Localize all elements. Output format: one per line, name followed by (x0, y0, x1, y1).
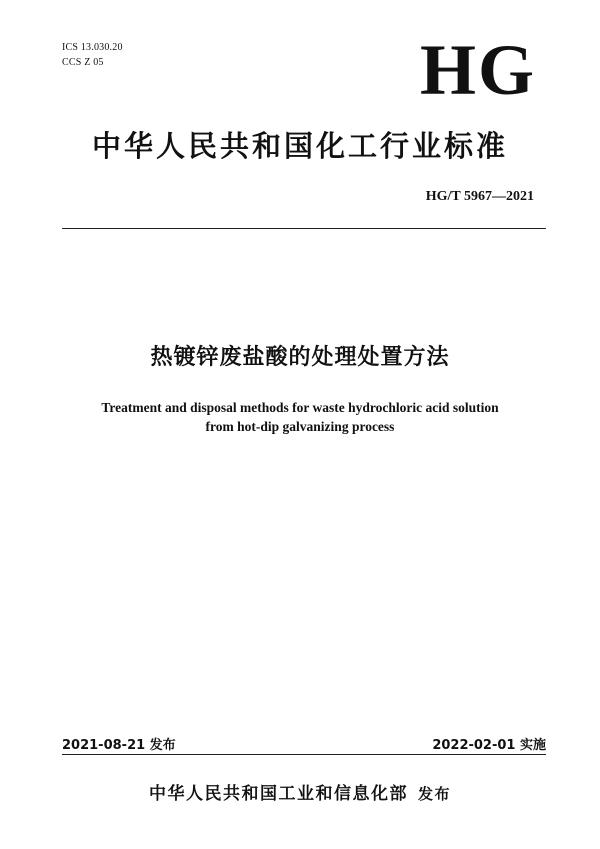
publisher-line (0, 779, 600, 804)
document-title-english (0, 398, 600, 436)
english-title-line-2: from hot-dip galvanizing process (205, 419, 395, 434)
standard-number: HG/T 5967—2021 (425, 189, 534, 204)
english-title-line-1: Treatment and disposal methods for waste hydrochloric acid solution (101, 400, 499, 415)
document-title-chinese: 热镀锌废盐酸的处理处置方法 (150, 345, 450, 370)
issue-date: 2021-08-21 发布 (62, 738, 176, 753)
publisher-name: 中华人民共和国工业和信息化部 (148, 784, 408, 804)
ics-code: ICS 13.030.20 (62, 42, 123, 53)
footer-divider (62, 754, 546, 755)
ccs-code: CCS Z 05 (62, 57, 104, 68)
effective-date: 2022-02-01 实施 (432, 738, 546, 753)
standard-category-title: 中华人民共和国化工行业标准 (91, 129, 508, 163)
hg-logo: HG (419, 30, 536, 110)
publish-action: 发布 (417, 785, 451, 803)
header-divider (62, 228, 546, 229)
classification-codes (62, 40, 123, 70)
